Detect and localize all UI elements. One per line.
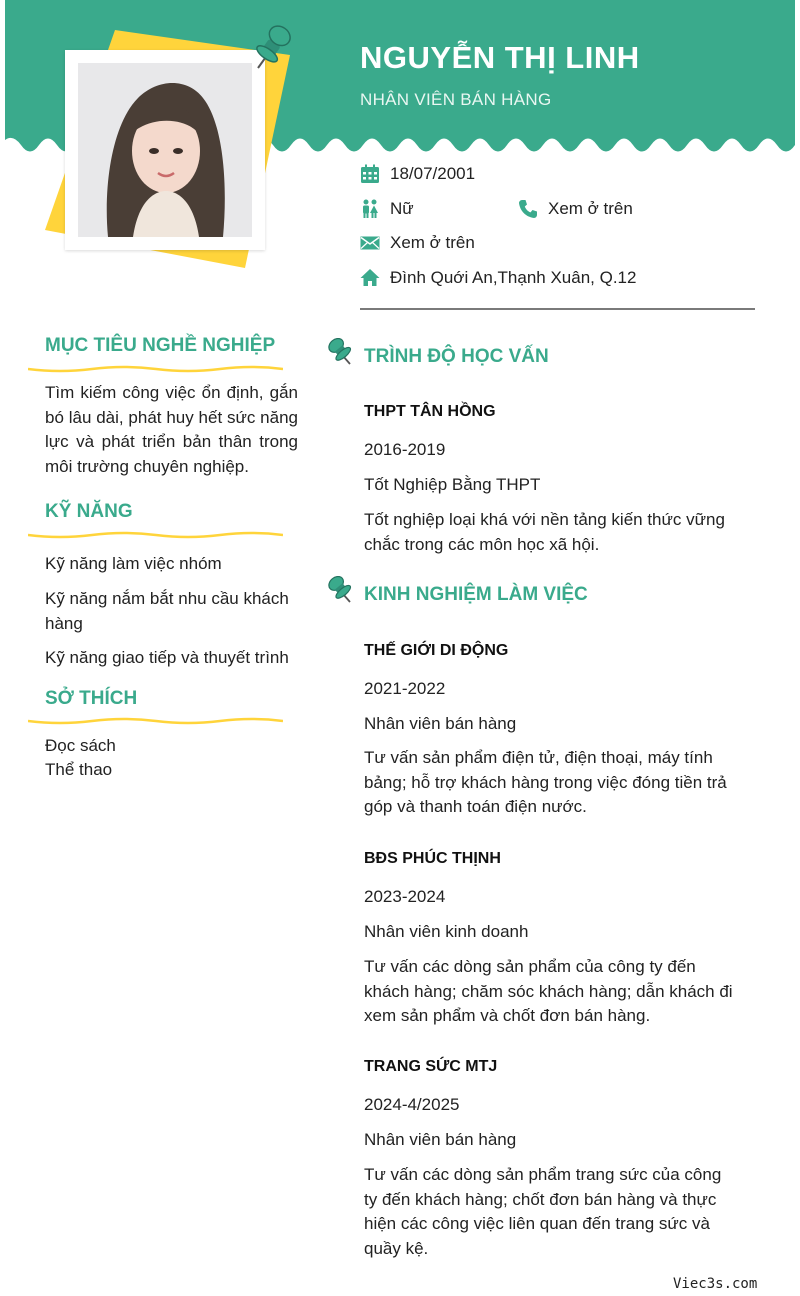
hobby-item: Đọc sách <box>45 736 116 755</box>
hobbies-underline <box>28 716 283 726</box>
pushpin-icon <box>248 24 292 74</box>
candidate-job-title: NHÂN VIÊN BÁN HÀNG <box>360 90 552 109</box>
contact-gender <box>360 199 414 219</box>
birthday-value: 18/07/2001 <box>390 164 476 183</box>
job-description: Tư vấn sản phẩm điện tử, điện thoại, máy tính bảng; hỗ trợ khách hàng trong việc đóng tiền trả góp và thanh toán điện nước. <box>364 748 727 816</box>
job-period: 2023-2024 <box>364 887 446 906</box>
phone-icon <box>518 199 538 219</box>
hobby-item: Thể thao <box>45 760 113 779</box>
phone-value: Xem ở trên <box>548 199 633 218</box>
gender-icon <box>360 199 380 219</box>
job-description: Tư vấn các dòng sản phẩm của công ty đến khách hàng; chăm sóc khách hàng; dẫn khách đi xem sản phẩm và chốt đơn bán hàng. <box>364 957 733 1025</box>
contact-phone <box>518 199 633 219</box>
skill-item: Kỹ năng nắm bắt nhu cầu khách hàng <box>45 589 289 633</box>
education-title: TRÌNH ĐỘ HỌC VẤN <box>364 346 549 367</box>
email-value: Xem ở trên <box>390 233 475 252</box>
education-period: 2016-2019 <box>364 440 446 459</box>
job-period: 2021-2022 <box>364 679 446 698</box>
education-school: THPT TÂN HỒNG <box>364 403 496 420</box>
job-position: Nhân viên bán hàng <box>364 714 517 733</box>
skill-item: Kỹ năng giao tiếp và thuyết trình <box>45 648 289 667</box>
profile-photo <box>78 63 252 237</box>
job-period: 2024-4/2025 <box>364 1095 460 1114</box>
education-degree: Tốt Nghiệp Bằng THPT <box>364 475 541 494</box>
objective-title: MỤC TIÊU NGHỀ NGHIỆP <box>45 335 276 356</box>
skill-item: Kỹ năng làm việc nhóm <box>45 554 222 573</box>
job-position: Nhân viên kinh doanh <box>364 922 529 941</box>
job-position: Nhân viên bán hàng <box>364 1130 517 1149</box>
address-value: Đình Quới An,Thạnh Xuân, Q.12 <box>390 268 637 287</box>
job-description: Tư vấn các dòng sản phẩm trang sức của công ty đến khách hàng; chốt đơn bán hàng và thực hiện các công việc liên quan đến trang sức và quầy kệ. <box>364 1165 722 1258</box>
candidate-name: NGUYỄN THỊ LINH <box>360 40 640 75</box>
job-company: THẾ GIỚI DI ĐỘNG <box>364 642 509 659</box>
pushpin-icon <box>328 576 356 606</box>
contact-divider <box>360 308 755 310</box>
skills-title: KỸ NĂNG <box>45 501 133 522</box>
job-company: BĐS PHÚC THỊNH <box>364 850 501 867</box>
objective-text: Tìm kiếm công việc ổn định, gắn bó lâu dài, phát huy hết sức năng lực và phát triển bản thân trong môi trường chuyên nghiệp. <box>45 383 298 476</box>
pushpin-icon <box>328 338 356 368</box>
objective-underline <box>28 364 283 374</box>
home-icon <box>360 268 380 288</box>
photo-frame <box>65 50 265 250</box>
hobbies-title: SỞ THÍCH <box>45 688 138 709</box>
contact-email <box>360 233 475 253</box>
job-company: TRANG SỨC MTJ <box>364 1058 498 1075</box>
envelope-icon <box>360 233 380 253</box>
education-description: Tốt nghiệp loại khá với nền tảng kiến thức vững chắc trong các môn học xã hội. <box>364 510 725 554</box>
gender-value: Nữ <box>390 199 414 218</box>
experience-title: KINH NGHIỆM LÀM VIỆC <box>364 584 588 605</box>
contact-birthday <box>360 164 475 184</box>
watermark: Viec3s.com <box>673 1276 758 1292</box>
calendar-icon <box>360 164 380 184</box>
skills-underline <box>28 530 283 540</box>
contact-address <box>360 268 636 288</box>
